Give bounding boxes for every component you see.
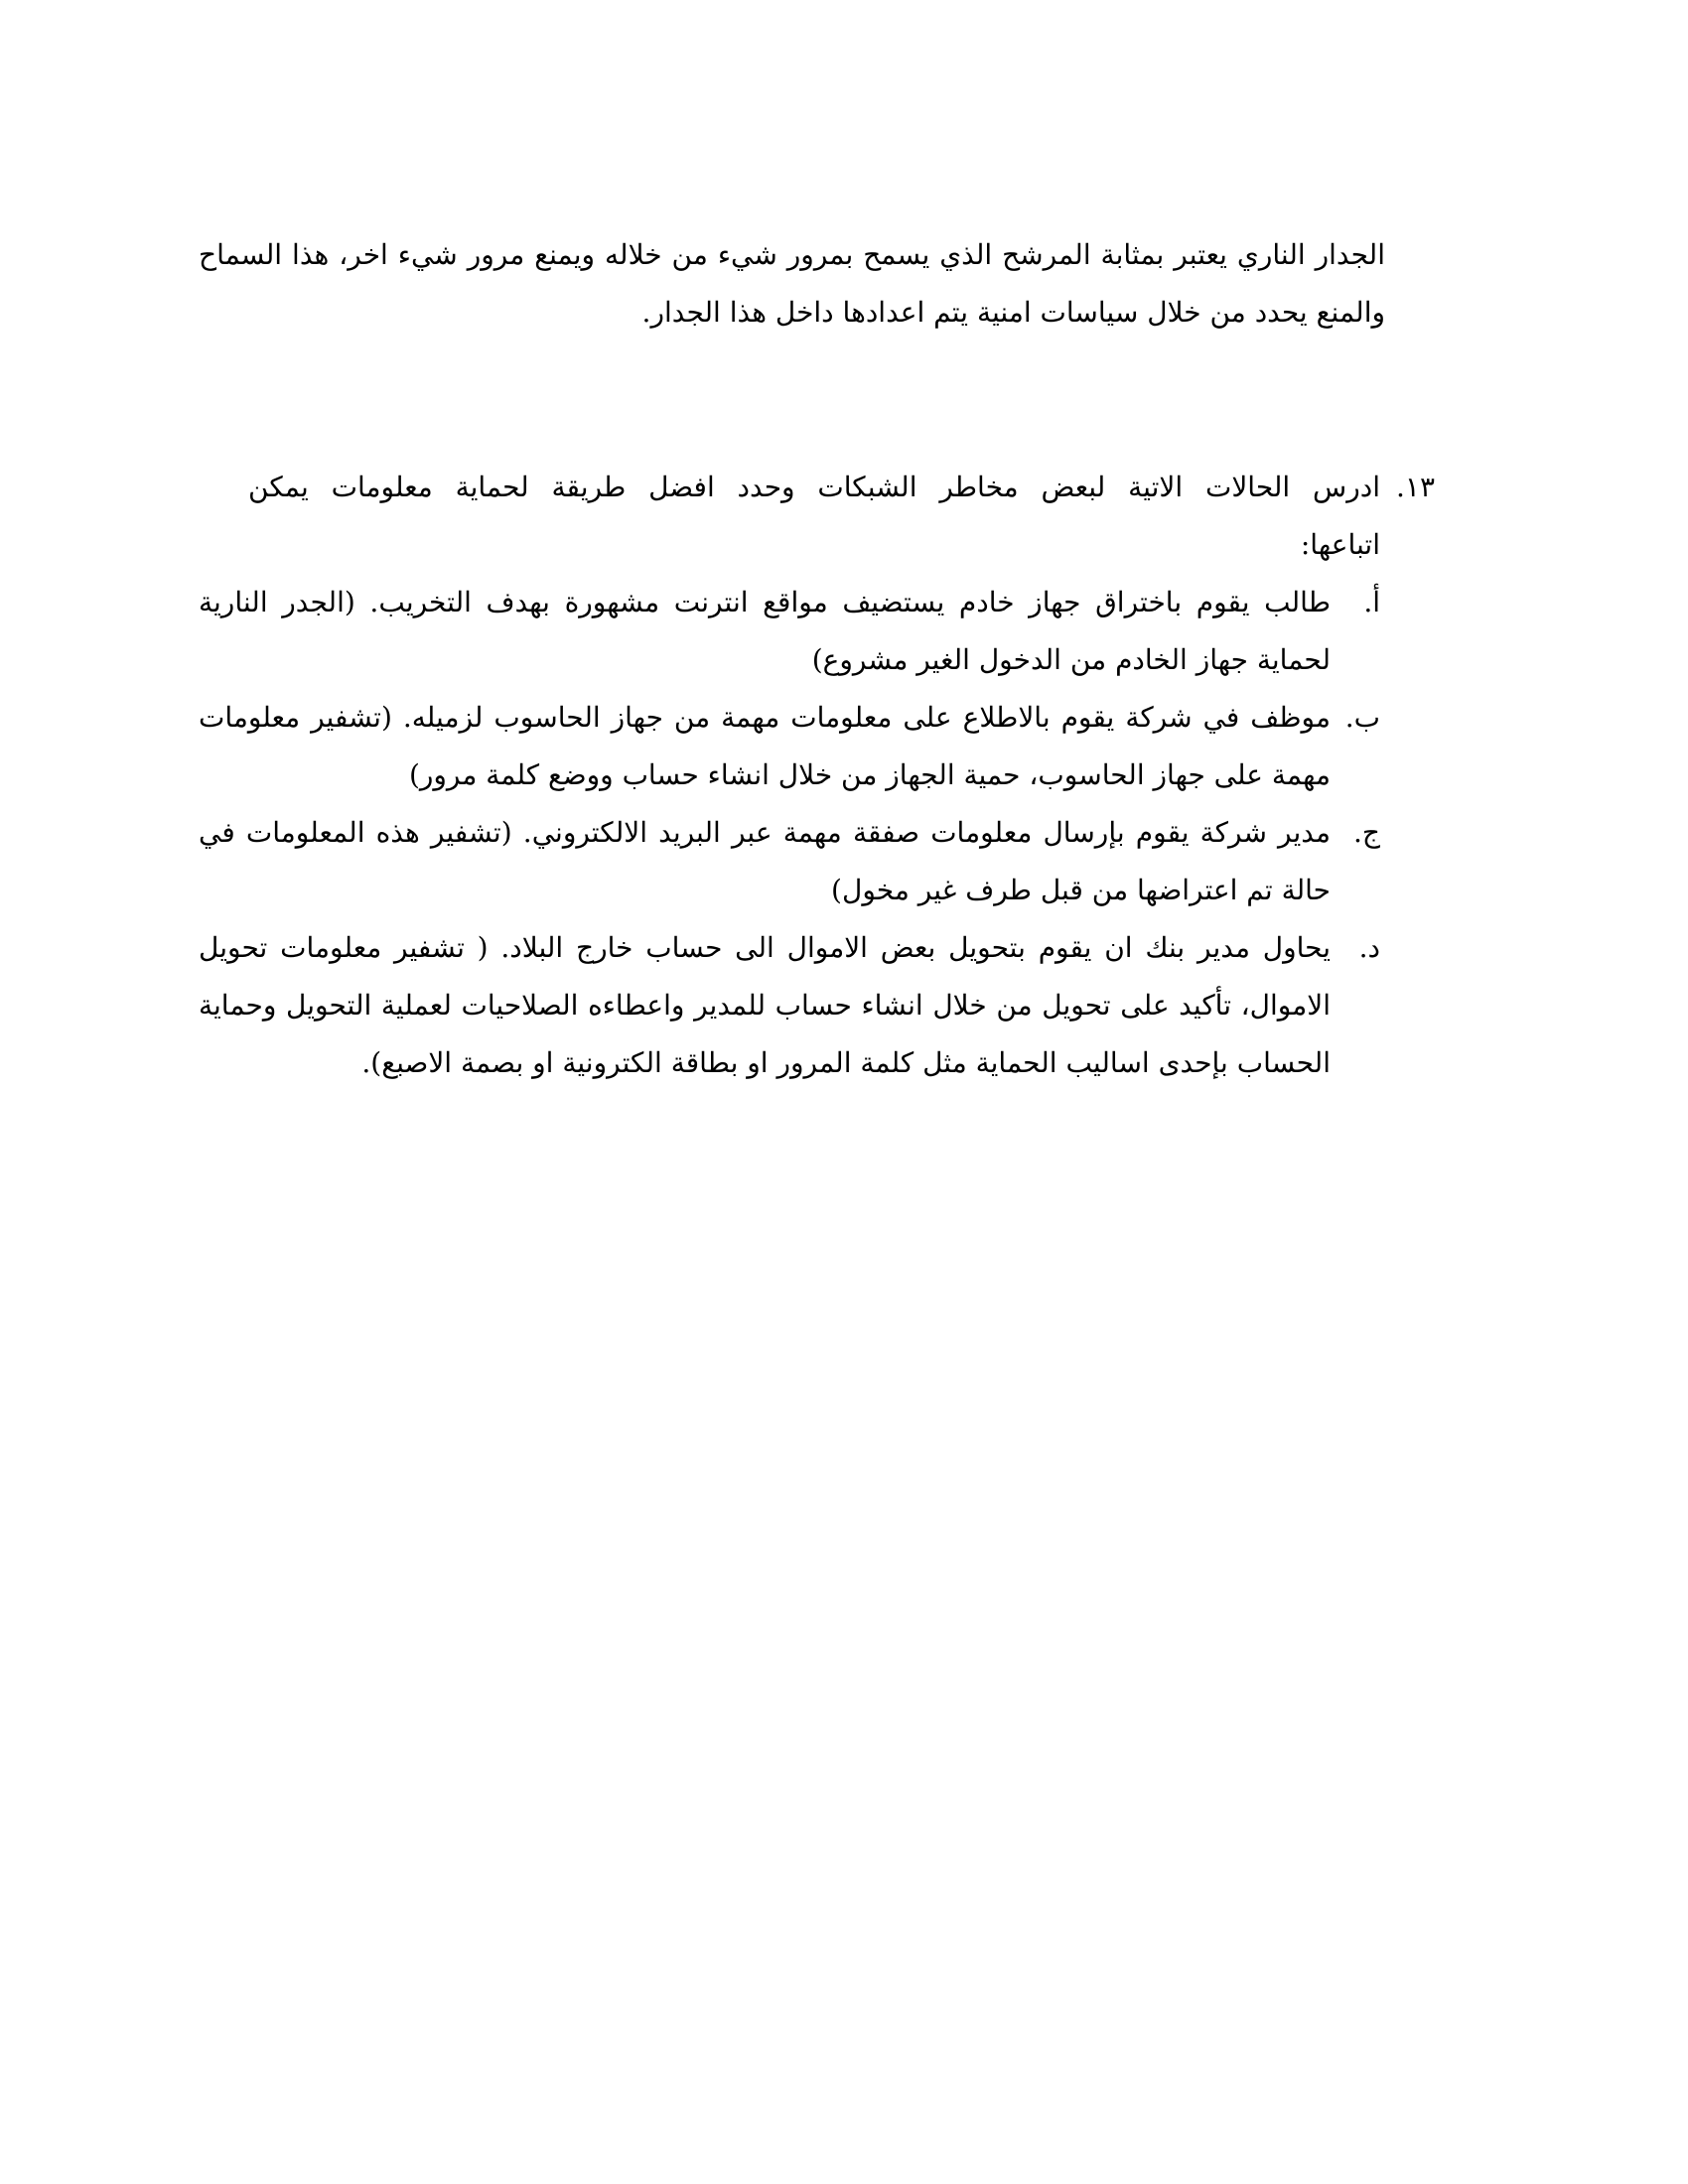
case-text: طالب يقوم باختراق جهاز خادم يستضيف مواقع انترنت مشهورة بهدف التخريب. (الجدر النارية لحماية جهاز الخادم من الدخول الغير مشروع)	[199, 586, 1331, 676]
case-letter: ج.	[1353, 816, 1380, 849]
case-list	[199, 574, 1435, 1092]
case-text: موظف في شركة يقوم بالاطلاع على معلومات مهمة من جهاز الحاسوب لزميله. (تشفير معلومات مهمة على جهاز الحاسوب، حمية الجهاز من خلال انشاء حساب ووضع كلمة مرور)	[199, 701, 1331, 791]
intro-paragraph: الجدار الناري يعتبر بمثابة المرشح الذي يسمح بمرور شيء من خلاله ويمنع مرور شيء اخر، هذا السماح والمنع يحدد من خلال سياسات امنية يتم اعدادها داخل هذا الجدار.	[199, 238, 1385, 329]
question-heading	[199, 459, 1435, 574]
case-letter: ب.	[1344, 701, 1380, 734]
question-number: ١٣.	[1396, 471, 1435, 503]
case-text: مدير شركة يقوم بإرسال معلومات صفقة مهمة عبر البريد الالكتروني. (تشفير هذه المعلومات في حالة تم اعتراضها من قبل طرف غير مخول)	[199, 816, 1331, 906]
case-text: يحاول مدير بنك ان يقوم بتحويل بعض الاموال الى حساب خارج البلاد. ( تشفير معلومات تحويل الاموال، تأكيد على تحويل من خلال انشاء حساب للمدير واعطاءه الصلاحيات لعملية التحويل وحماية الحساب بإحدى اساليب الحماية مثل كلمة المرور او بطاقة الكترونية او بصمة الاصبع).	[199, 931, 1331, 1079]
case-item-d	[199, 919, 1435, 1092]
case-item-c	[199, 804, 1435, 919]
question-text-line1: ادرس الحالات الاتية لبعض مخاطر الشبكات وحدد افضل طريقة لحماية معلومات يمكن	[248, 471, 1380, 503]
case-item-b	[199, 689, 1435, 804]
case-item-a	[199, 574, 1435, 689]
case-letter: د.	[1358, 931, 1380, 964]
question-text-line2: اتباعها:	[1300, 528, 1380, 561]
case-letter: أ.	[1363, 586, 1380, 618]
question-13	[199, 459, 1435, 1092]
